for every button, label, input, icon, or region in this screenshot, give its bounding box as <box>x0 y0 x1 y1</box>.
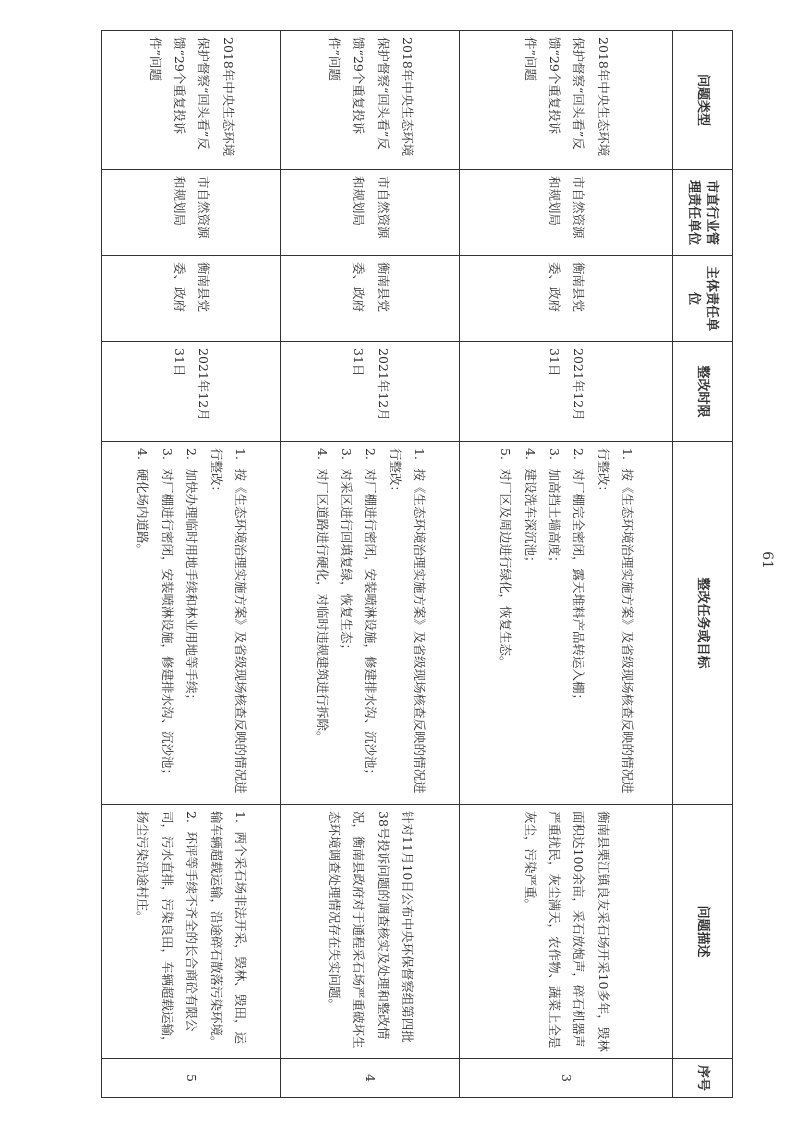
header-seq: 序号 <box>672 1059 732 1098</box>
row-seq: 5 <box>102 1059 281 1098</box>
row-supervise-unit: 市自然资源和规划局 <box>281 170 460 256</box>
row-seq: 4 <box>281 1059 460 1098</box>
task-line: 2．对厂棚进行密闭，安装喷淋设施，修建排水沟、沉沙池； <box>363 448 379 781</box>
task-line: 3．对厂棚进行密闭，安装喷淋设施，修建排水沟、沉沙池； <box>159 448 175 781</box>
row-main-unit: 衡南县党委、政府 <box>102 256 281 342</box>
table-row <box>102 31 281 1098</box>
rotated-table-wrapper <box>101 30 733 1097</box>
row-main-unit: 衡南县党委、政府 <box>460 256 672 342</box>
task-line: 1．按《生态环境治理实施方案》及省级现场核查反映的情况进行整改： <box>387 448 428 794</box>
header-deadline: 整改时限 <box>672 342 732 442</box>
row-description: 针对11月10日公布中央环保督察组第四批38号投诉问题的调查核实及处理和整改情况，衡南县政府对于通程采石场严重破坏生态环境调查处理情况存在失实问题。 <box>281 805 460 1059</box>
task-line: 3．加高挡土墙高度； <box>546 448 562 569</box>
header-supervise-unit: 市直行业管理责任单位 <box>672 170 732 256</box>
header-description: 问题描述 <box>672 805 732 1059</box>
header-task: 整改任务或目标 <box>672 442 732 805</box>
row-type: 2018年中央生态环境保护督察“回头看”反馈“29个重复投诉件”问题 <box>460 31 672 170</box>
task-line: 1．按《生态环境治理实施方案》及省级现场核查反映的情况进行整改： <box>595 448 636 794</box>
row-task <box>281 442 460 805</box>
row-description: 衡南县栗江镇良友采石场开采10多年，毁林面积达100余亩，采石放炮声，碎石机器声严重扰民，灰尘满天，农作物、蔬菜上全是灰尘，污染严重。 <box>460 805 672 1059</box>
task-line: 4．硬化场内道路。 <box>135 448 151 556</box>
rectification-table <box>101 30 733 1098</box>
row-supervise-unit: 市自然资源和规划局 <box>102 170 281 256</box>
row-task <box>460 442 672 805</box>
header-row <box>672 31 732 1098</box>
table-row <box>460 31 672 1098</box>
task-line: 3．对采区进行回填复绿，恢复生态； <box>338 448 354 656</box>
row-deadline: 2021年12月31日 <box>102 342 281 442</box>
row-main-unit: 衡南县党委、政府 <box>281 256 460 342</box>
row-deadline: 2021年12月31日 <box>281 342 460 442</box>
task-line: 5．对厂区及周边进行绿化，恢复生态。 <box>498 448 514 669</box>
task-line: 1．按《生态环境治理实施方案》及省级现场核查反映的情况进行整改： <box>208 448 248 794</box>
page-number: 61 <box>759 551 775 569</box>
header-main-unit: 主体责任单位 <box>672 256 732 342</box>
row-task <box>102 442 281 805</box>
row-description: 1．两个采石场非法开采，毁林、毁田，运输车辆超载运输，沿途碎石散落污染环境。2．环评等手续不齐全的长合商砼有限公司，污水直排，污染良田，车辆超载运输，扬尘污染沿途村庄。 <box>102 805 281 1059</box>
task-line: 2．加快办理临时用地手续和林业用地等手续； <box>184 448 200 706</box>
row-deadline: 2021年12月31日 <box>460 342 672 442</box>
row-seq: 3 <box>460 1059 672 1098</box>
table-row <box>281 31 460 1098</box>
header-type: 问题类型 <box>672 31 732 170</box>
task-line: 2．对厂棚完全密闭，露天堆料产品转运入棚； <box>571 448 587 706</box>
row-type: 2018年中央生态环境保护督察“回头看”反馈“29个重复投诉件”问题 <box>281 31 460 170</box>
row-type: 2018年中央生态环境保护督察“回头看”反馈“29个重复投诉件”问题 <box>102 31 281 170</box>
task-line: 4．建设洗车深沉池； <box>522 448 538 569</box>
row-supervise-unit: 市自然资源和规划局 <box>460 170 672 256</box>
task-line: 4．对厂区道路进行硬化，对临时违规建筑进行拆除。 <box>314 448 330 744</box>
